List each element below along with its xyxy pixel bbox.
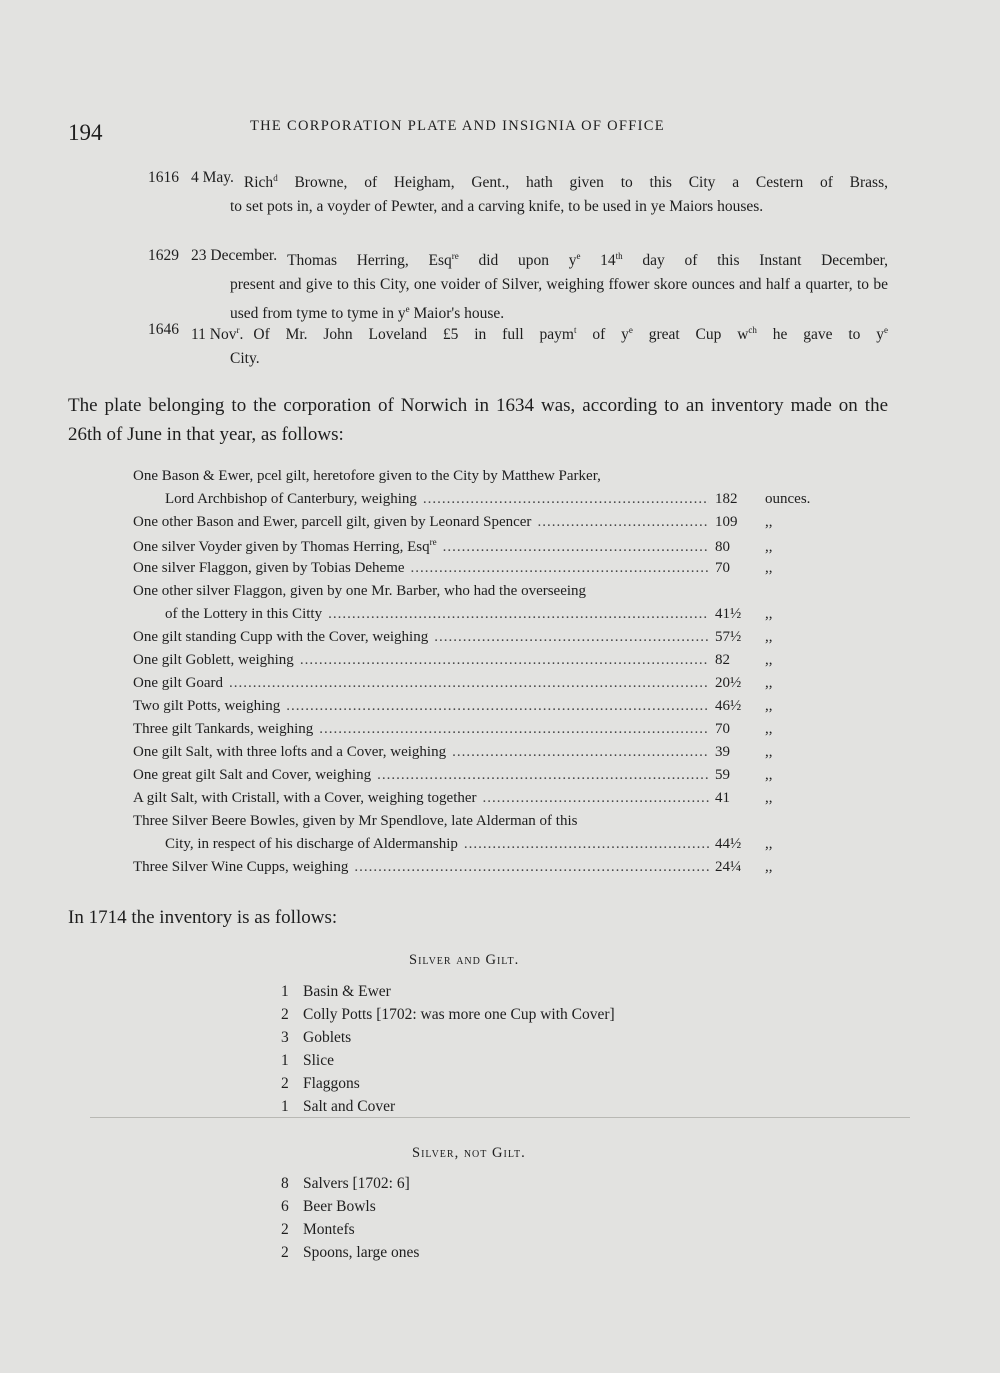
inventory-item-lead: One other silver Flaggon, given by one Mr. Barber, who had the overseeing [133,583,587,599]
leader-dots [354,859,709,876]
inventory-row [133,675,833,698]
gift-date: 4 May. [191,169,234,186]
intro-1634-paragraph: The plate belonging to the corporation of Norwich in 1634 was, according to an inventory made on the 26th of June in that year, as follows: [68,395,888,445]
divider-rule [90,1117,910,1118]
item-quantity: 6 [281,1198,289,1215]
inventory-weight: 82 [715,652,730,668]
running-head: THE CORPORATION PLATE AND INSIGNIA OF OFFICE [250,118,665,134]
inventory-unit: ,, [765,629,773,645]
item-name: Montefs [303,1221,355,1238]
intro-1714-paragraph: In 1714 the inventory is as follows: [68,907,338,928]
item-name: Salvers [1702: 6] [303,1175,410,1192]
inventory-row [133,744,833,767]
list-item [281,983,391,1001]
inventory-desc: One silver Flaggon, given by Tobias Deheme [133,560,405,576]
inventory-item-lead: One Bason & Ewer, pcel gilt, heretofore given to the City by Matthew Parker, [133,468,601,484]
item-name: Basin & Ewer [303,983,391,1000]
inventory-unit: ,, [765,790,773,806]
inventory-desc: One gilt standing Cupp with the Cover, weighing [133,629,429,645]
inventory-unit: ,, [765,767,773,783]
inventory-unit: ,, [765,698,773,714]
inventory-row [133,560,833,583]
gift-date: 11 Nov$^r$. [191,325,244,344]
list-item [281,1075,360,1093]
heading-silver-not-gilt: Silver, not Gilt. [412,1145,526,1161]
leader-dots [443,539,709,556]
leader-dots [452,744,709,761]
inventory-weight: 41 [715,790,730,806]
inventory-row [133,721,833,744]
gift-year: 1629 [148,247,179,264]
leader-dots [286,698,709,715]
gift-entry [148,166,888,219]
inventory-desc: Three Silver Wine Cupps, weighing [133,859,349,875]
gift-continuation: to set pots in, a voyder of Pewter, and a carving knife, to be used in ye Maiors houses. [230,198,764,216]
inventory-unit: ,, [765,675,773,691]
inventory-unit: ounces. [765,491,811,507]
list-item [281,1006,615,1024]
leader-dots [319,721,709,738]
item-name: Goblets [303,1029,352,1046]
inventory-row [133,790,833,813]
inventory-desc: One gilt Salt, with three lofts and a Cover, weighing [133,744,447,760]
inventory-desc: One gilt Goblett, weighing [133,652,294,668]
gift-entry [148,244,888,326]
inventory-row [133,629,833,652]
inventory-unit: ,, [765,514,773,530]
inventory-weight: 46½ [715,698,742,714]
leader-dots [411,560,709,577]
item-name: Colly Potts [1702: was more one Cup with Cover] [303,1006,615,1023]
item-quantity: 3 [281,1029,289,1046]
inventory-row [133,698,833,721]
leader-dots [423,491,709,508]
item-quantity: 2 [281,1244,289,1261]
gift-date: 23 December. [191,247,278,264]
leader-dots [483,790,709,807]
inventory-desc: A gilt Salt, with Cristall, with a Cover, weighing together [133,790,477,806]
inventory-row [133,537,833,560]
leader-dots [328,606,709,623]
item-quantity: 1 [281,983,289,1000]
inventory-desc: City, in respect of his discharge of Aldermanship [165,836,458,852]
inventory-unit: ,, [765,721,773,737]
item-name: Slice [303,1052,334,1069]
gift-year: 1616 [148,169,179,186]
inventory-row [133,767,833,790]
inventory-desc: One great gilt Salt and Cover, weighing [133,767,372,783]
leader-dots [434,629,709,646]
leader-dots [377,767,709,784]
inventory-weight: 70 [715,560,730,576]
inventory-unit: ,, [765,744,773,760]
list-item [281,1175,410,1193]
inventory-desc: Lord Archbishop of Canterbury, weighing [165,491,417,507]
inventory-unit: ,, [765,859,773,875]
leader-dots [229,675,709,692]
inventory-weight: 41½ [715,606,742,622]
list-item [281,1221,355,1239]
leader-dots [300,652,709,669]
inventory-row [133,859,833,882]
inventory-row [133,836,833,859]
list-item [281,1244,419,1262]
page-number: 194 [68,120,103,145]
inventory-unit: ,, [765,836,773,852]
gift-continuation: present and give to this City, one voider of Silver, weighing ffower skore ounces and half a quarter, to be used from tyme to tyme in $y^e$ Maior's house. [230,276,888,323]
inventory-weight: 44½ [715,836,742,852]
inventory-weight: 70 [715,721,730,737]
gift-entry [148,318,888,371]
inventory-row [133,606,833,629]
gift-text: Thomas Herring, Esq$^{re}$ did upon $y^e$ 14th day of this Instant December, [287,251,889,270]
inventory-weight: 39 [715,744,730,760]
item-quantity: 1 [281,1098,289,1115]
inventory-desc: Three gilt Tankards, weighing [133,721,314,737]
item-name: Spoons, large ones [303,1244,420,1261]
heading-silver-and-gilt: Silver and Gilt. [409,952,520,968]
leader-dots [537,514,709,531]
inventory-desc: One gilt Goard [133,675,223,691]
item-quantity: 8 [281,1175,289,1192]
inventory-desc: One silver Voyder given by Thomas Herring, Esq$^{re}$ [133,537,437,555]
inventory-unit: ,, [765,652,773,668]
list-item [281,1098,395,1116]
item-quantity: 2 [281,1006,289,1023]
inventory-unit: ,, [765,560,773,576]
inventory-weight: 80 [715,539,730,555]
inventory-item-lead: Three Silver Beere Bowles, given by Mr Spendlove, late Alderman of this [133,813,578,829]
leader-dots [464,836,709,853]
item-name: Flaggons [303,1075,360,1092]
inventory-weight: 109 [715,514,738,530]
inventory-desc: One other Bason and Ewer, parcell gilt, given by Leonard Spencer [133,514,532,530]
inventory-desc: Two gilt Potts, weighing [133,698,281,714]
gift-continuation: City. [230,350,260,368]
item-name: Salt and Cover [303,1098,396,1115]
inventory-weight: 59 [715,767,730,783]
inventory-row [133,514,833,537]
inventory-weight: 182 [715,491,738,507]
item-quantity: 1 [281,1052,289,1069]
list-item [281,1052,334,1070]
gift-text: Of Mr. John Loveland £5 in full paym$^t$ of $y^e$ great Cup $w^{ch}$ he gave to $y^e$ [253,325,888,344]
inventory-weight: 24¼ [715,859,742,875]
inventory-row [133,491,833,514]
inventory-unit: ,, [765,606,773,622]
list-item [281,1029,351,1047]
gift-year: 1646 [148,321,179,338]
inventory-weight: 57½ [715,629,742,645]
inventory-desc: of the Lottery in this Citty [165,606,323,622]
item-name: Beer Bowls [303,1198,376,1215]
inventory-row [133,652,833,675]
item-quantity: 2 [281,1221,289,1238]
inventory-unit: ,, [765,539,773,555]
gift-text: Rich$^d$ Browne, of Heigham, Gent., hath given to this City a Cestern of Brass, [243,173,888,192]
list-item [281,1198,376,1216]
inventory-weight: 20½ [715,675,742,691]
item-quantity: 2 [281,1075,289,1092]
